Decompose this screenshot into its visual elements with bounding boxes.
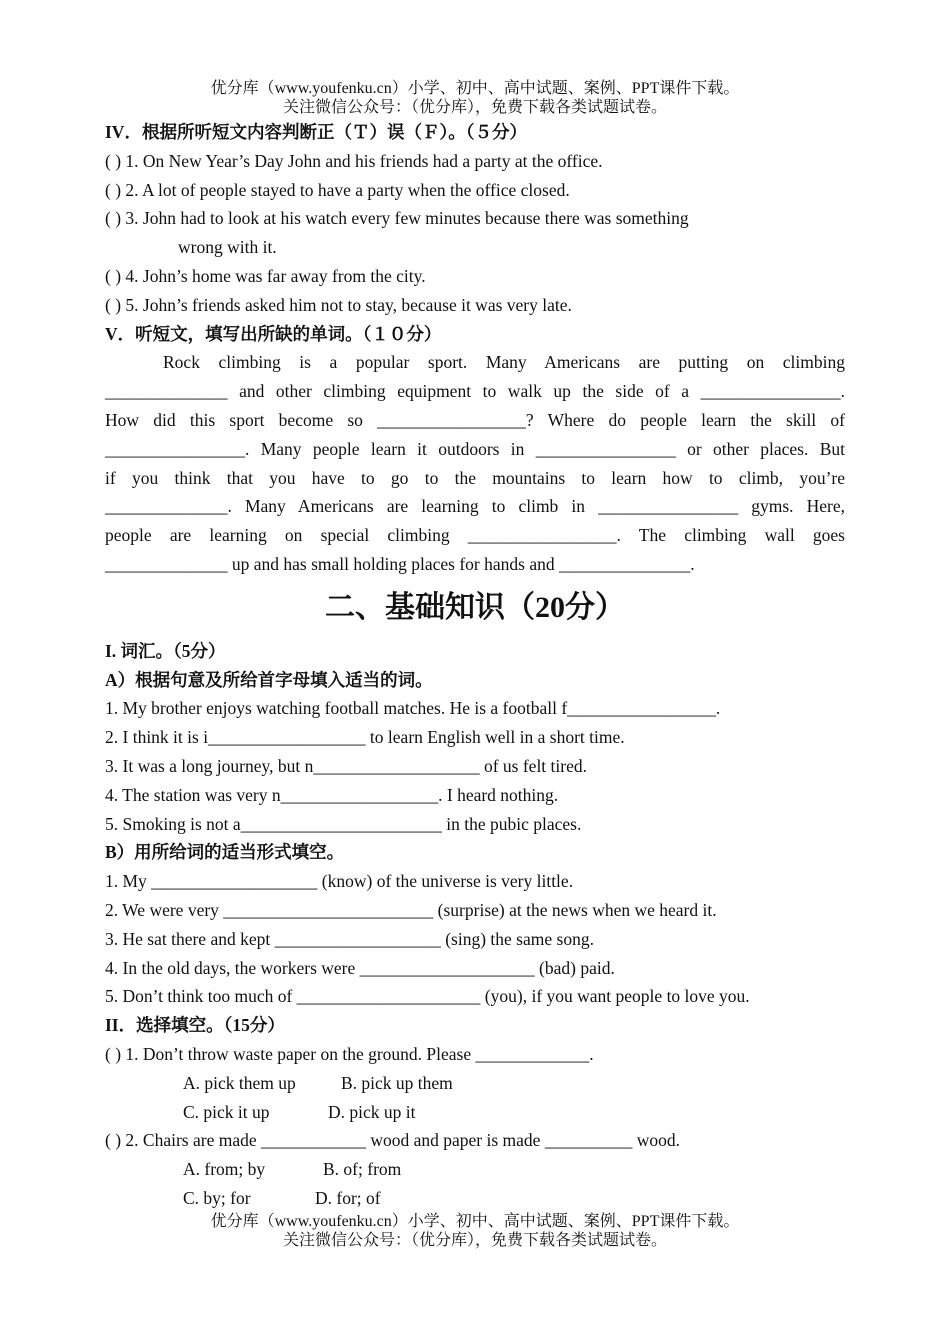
footer-line-2: 关注微信公众号：（优分库），免费下载各类试题试卷。 <box>282 1232 667 1249</box>
option-d: D. for; of <box>315 1187 381 1208</box>
choice-question: ( ) 2. Chairs are made ____________ wood and paper is made __________ wood. <box>105 1130 680 1151</box>
section-5-title: V．听短文，填写出所缺的单词。（１０分） <box>105 323 442 344</box>
footer-line-1: 优分库（www.youfenku.cn）小学、初中、高中试题、案例、PPT课件下载。 <box>210 1213 740 1230</box>
header-line-1: 优分库（www.youfenku.cn）小学、初中、高中试题、案例、PPT课件下载。 <box>210 80 740 97</box>
vocab-b-item: 4. In the old days, the workers were ____________________ (bad) paid. <box>105 957 615 978</box>
option-b: B. of; from <box>323 1159 402 1180</box>
vocab-a-item: 5. Smoking is not a_______________________ in the pubic places. <box>105 813 582 834</box>
option-d: D. pick up it <box>328 1101 416 1122</box>
tf-item: ( ) 1. On New Year’s Day John and his friends had a party at the office. <box>105 150 603 171</box>
passage-line: ______________. Many Americans are learning to climb in ________________ gyms. Here, <box>105 496 845 517</box>
vocab-b-item: 3. He sat there and kept ___________________ (sing) the same song. <box>105 928 594 949</box>
choice-question: ( ) 1. Don’t throw waste paper on the ground. Please _____________. <box>105 1043 594 1064</box>
exam-body <box>105 118 845 1213</box>
vocab-a-item: 2. I think it is i__________________ to learn English well in a short time. <box>105 727 625 748</box>
page-footer <box>0 1212 950 1250</box>
choice-options <box>105 1155 845 1184</box>
tf-item-continuation: wrong with it. <box>178 237 277 258</box>
passage-line: if you think that you have to go to the mountains to learn how to climb, you’re <box>105 467 845 488</box>
tf-item: ( ) 2. A lot of people stayed to have a party when the office closed. <box>105 179 570 200</box>
part-2-title: 二、基础知识（20分） <box>325 590 625 624</box>
header-line-2: 关注微信公众号：（优分库），免费下载各类试题试卷。 <box>282 99 667 116</box>
tf-item: ( ) 4. John’s home was far away from the city. <box>105 265 426 286</box>
vocab-b-item: 5. Don’t think too much of _____________________ (you), if you want people to love you. <box>105 986 750 1007</box>
vocab-a-title: A）根据句意及所给首字母填入适当的词。 <box>105 669 433 690</box>
option-a: A. pick them up <box>183 1072 296 1093</box>
choice-options <box>105 1184 845 1213</box>
passage-line: How did this sport become so _________________? Where do people learn the skill of <box>105 409 845 430</box>
passage-line: Rock climbing is a popular sport. Many Americans are putting on climbing <box>163 352 845 373</box>
choice-options <box>105 1098 845 1127</box>
passage-line: ______________ and other climbing equipment to walk up the side of a ________________. <box>105 381 845 402</box>
choice-options <box>105 1069 845 1098</box>
passage-line: ______________ up and has small holding places for hands and _______________. <box>105 553 695 574</box>
passage-line: people are learning on special climbing _________________. The climbing wall goes <box>105 525 845 546</box>
vocab-a-item: 1. My brother enjoys watching football matches. He is a football f_________________. <box>105 698 721 719</box>
vocab-b-title: B）用所给词的适当形式填空。 <box>105 842 345 863</box>
vocab-b-item: 1. My ___________________ (know) of the universe is very little. <box>105 871 574 892</box>
option-c: C. pick it up <box>183 1101 270 1122</box>
page-header <box>0 79 950 117</box>
choice-title: II．选择填空。（15分） <box>105 1015 285 1036</box>
tf-item: ( ) 3. John had to look at his watch every few minutes because there was something <box>105 208 689 229</box>
option-a: A. from; by <box>183 1159 266 1180</box>
passage-line: ________________. Many people learn it outdoors in ________________ or other places. But <box>105 438 845 459</box>
vocab-a-item: 3. It was a long journey, but n___________________ of us felt tired. <box>105 755 587 776</box>
option-b: B. pick up them <box>341 1072 453 1093</box>
tf-item: ( ) 5. John’s friends asked him not to stay, because it was very late. <box>105 294 572 315</box>
vocab-b-item: 2. We were very ________________________ (surprise) at the news when we heard it. <box>105 899 717 920</box>
section-4-title: IV．根据所听短文内容判断正（Ｔ）误（Ｆ）。（５分） <box>105 122 527 142</box>
vocab-title: I. 词汇。（5分） <box>105 640 226 661</box>
vocab-a-item: 4. The station was very n__________________. I heard nothing. <box>105 784 559 805</box>
option-c: C. by; for <box>183 1187 251 1208</box>
